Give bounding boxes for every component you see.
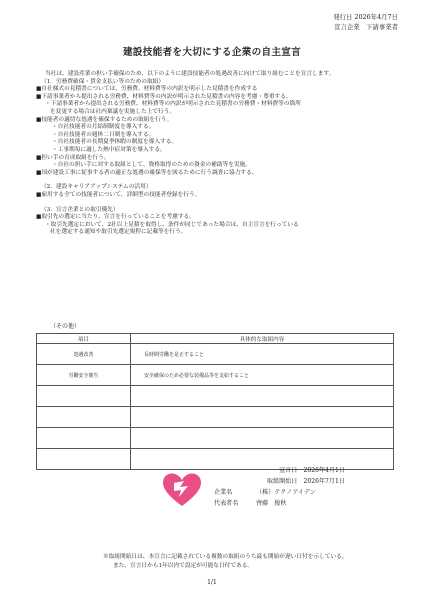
column-header-detail: 具体的な取組内容 — [131, 334, 394, 344]
section-line: ・自社技能者の長期夏季休暇の制度を導入する。 — [52, 139, 178, 146]
table-cell-item — [37, 407, 131, 428]
representative-label: 代表者名 — [214, 499, 239, 507]
table-cell-item — [37, 386, 131, 407]
section-line: ■担い手の育成取組を行う。 — [36, 154, 110, 161]
column-header-item: 項目 — [37, 334, 131, 344]
table-row — [37, 428, 394, 449]
table-cell-detail — [131, 407, 394, 428]
other-section-label: （その他） — [50, 323, 81, 330]
section-line: ・自社の担い手に対する取組として、資格取得のための資金の補助等を実施。 — [52, 162, 251, 169]
section-line: ・取引先選定において、2社以上見積を取得し、条件が同じであった場合は、自主宣言を行っている — [45, 221, 299, 228]
representative-name: 齊藤 俊秋 — [256, 499, 287, 507]
section-line: ■取引先の選定に当たり、宣言を行っていることを考慮する。 — [36, 214, 195, 221]
declaration-body — [36, 71, 396, 237]
table-cell-detail: 安全確保のため必要な装備品等を支給すること — [131, 365, 394, 386]
table-row — [37, 407, 394, 428]
company-info — [214, 488, 316, 509]
table-cell-item — [37, 428, 131, 449]
table-cell-item: 処遇改善 — [37, 344, 131, 365]
section-line: ・自社技能者の月給制制度を導入する。 — [52, 124, 155, 131]
section-line: ・下請事業者から提出される労務費、材料費等の内訳が明示された見積書の労務費・材料費等の箇所 — [45, 101, 301, 108]
table-cell-detail — [131, 428, 394, 449]
section-line: ■技能者の適切な処遇を確保するための取組を行う。 — [36, 116, 173, 123]
table-cell-detail — [131, 449, 394, 470]
section-line: 社を選定する通知や取引先選定規程に記載等を行う。 — [50, 229, 187, 236]
section-heading: （3．宣言企業との取引優先） — [41, 206, 119, 213]
issuer-type: 宣言企業 下請事業者 — [334, 23, 398, 31]
table-cell-detail: 長時間労働を是正すること — [131, 344, 394, 365]
intro-paragraph: 当社は、建設産業の担い手確保のため、以下のように建設技能者の処遇改善に向けて取り組むことを宣言します。 — [45, 71, 335, 77]
section-heading: （2．建設キャリアアップシステムの活用） — [41, 184, 152, 191]
footnote-line: ※取組開始日は、本宣言に記載されている複数の取組のうち最も開始が遅い日付を示している。 — [103, 554, 348, 560]
table-header-row — [37, 334, 394, 344]
table-row — [37, 365, 394, 386]
start-date: 取組開始日 2026年7月1日 — [266, 477, 345, 485]
table-cell-item: 労働安全衛生 — [37, 365, 131, 386]
section-line: ■自社様式の見積書については、労務費、材料費等の内訳を明示した見積書を作成する — [36, 86, 258, 93]
page-number: 1/1 — [207, 579, 217, 586]
company-name: （株）テクノアイデン — [256, 489, 316, 496]
section-line: ・自社技能者の週休二日制を導入する。 — [52, 131, 155, 138]
section-line: ・工事期毎に適した熱中症対策を導入する。 — [52, 146, 166, 153]
section-line: を変更する場合は社内稟議を実施した上で行う。 — [50, 108, 176, 115]
heart-logo-icon — [162, 472, 202, 508]
section-line: ■下請事業者から提出される労務費、材料費等の内訳が明示された見積書の内容を考慮・尊重する。 — [36, 93, 292, 100]
section-line: ■雇用する全ての技能者について、詳細型の技能者登録を行う。 — [36, 191, 201, 198]
section-heading: （1．労務費確保・賃金支払い等のための取組） — [41, 78, 165, 85]
issue-info — [333, 12, 398, 32]
issue-date: 発行日 2026年4月7日 — [333, 13, 398, 21]
table-row — [37, 386, 394, 407]
other-measures-table — [36, 333, 394, 470]
declaration-dates — [267, 466, 345, 487]
footnote-line: また、宣言日から1年以内で設定が可能な日付である。 — [113, 563, 254, 569]
document-title: 建設技能者を大切にする企業の自主宣言 — [122, 47, 302, 58]
declared-date: 宣言日 2026年4月1日 — [279, 467, 345, 474]
table-cell-item — [37, 449, 131, 470]
table-cell-detail — [131, 386, 394, 407]
section-line: ■国が建設工事に従事する者の適正な処遇の確保等を図るために行う調査に協力する。 — [36, 169, 258, 176]
footnote — [103, 553, 348, 571]
company-label: 企業名 — [214, 489, 233, 496]
table-row — [37, 344, 394, 365]
